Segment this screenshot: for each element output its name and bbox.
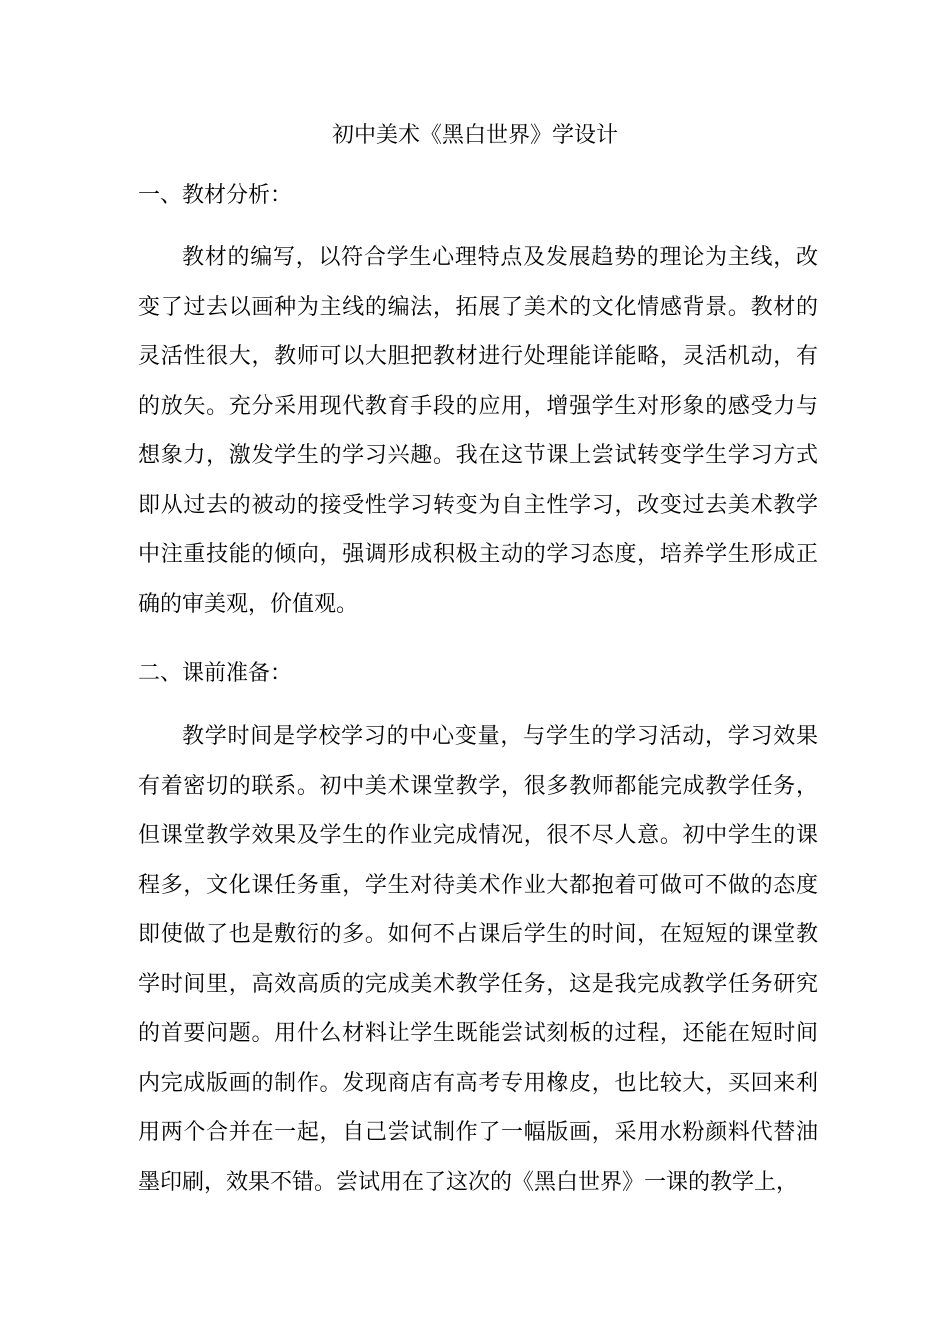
section-heading-preparation: 二、课前准备： [138, 661, 293, 686]
section-body-preparation: 教学时间是学校学习的中心变量，与学生的学习活动，学习效果有着密切的联系。初中美术课堂教学，很多教师都能完成教学任务，但课堂教学效果及学生的作业完成情况，很不尽人意。初中学生的课程多，文化课任务重，学生对待美术作业大都抱着可做可不做的态度即使做了也是敷衍的多。如何不占课后学生的时间，在短短的课堂教学时间里，高效高质的完成美术教学任务，这是我完成教学任务研究的首要问题。用什么材料让学生既能尝试刻板的过程，还能在短时间内完成版画的制作。发现商店有高考专用橡皮，也比较大，买回来利用两个合并在一起，自己尝试制作了一幅版画，采用水粉颜料代替油墨印刷，效果不错。尝试用在了这次的《黑白世界》一课的教学上， [138, 724, 818, 1195]
section-body-textbook-analysis: 教材的编写，以符合学生心理特点及发展趋势的理论为主线，改变了过去以画种为主线的编法，拓展了美术的文化情感背景。教材的灵活性很大，教师可以大胆把教材进行处理能详能略，灵活机动，有的放矢。充分采用现代教育手段的应用，增强学生对形象的感受力与想象力，激发学生的学习兴趣。我在这节课上尝试转变学生学习方式即从过去的被动的接受性学习转变为自主性学习，改变过去美术教学中注重技能的倾向，强调形成积极主动的学习态度，培养学生形成正确的审美观，价值观。 [138, 245, 818, 617]
section-heading-textbook-analysis: 一、教材分析： [138, 183, 293, 208]
document-title: 初中美术《黑白世界》学设计 [331, 123, 618, 148]
